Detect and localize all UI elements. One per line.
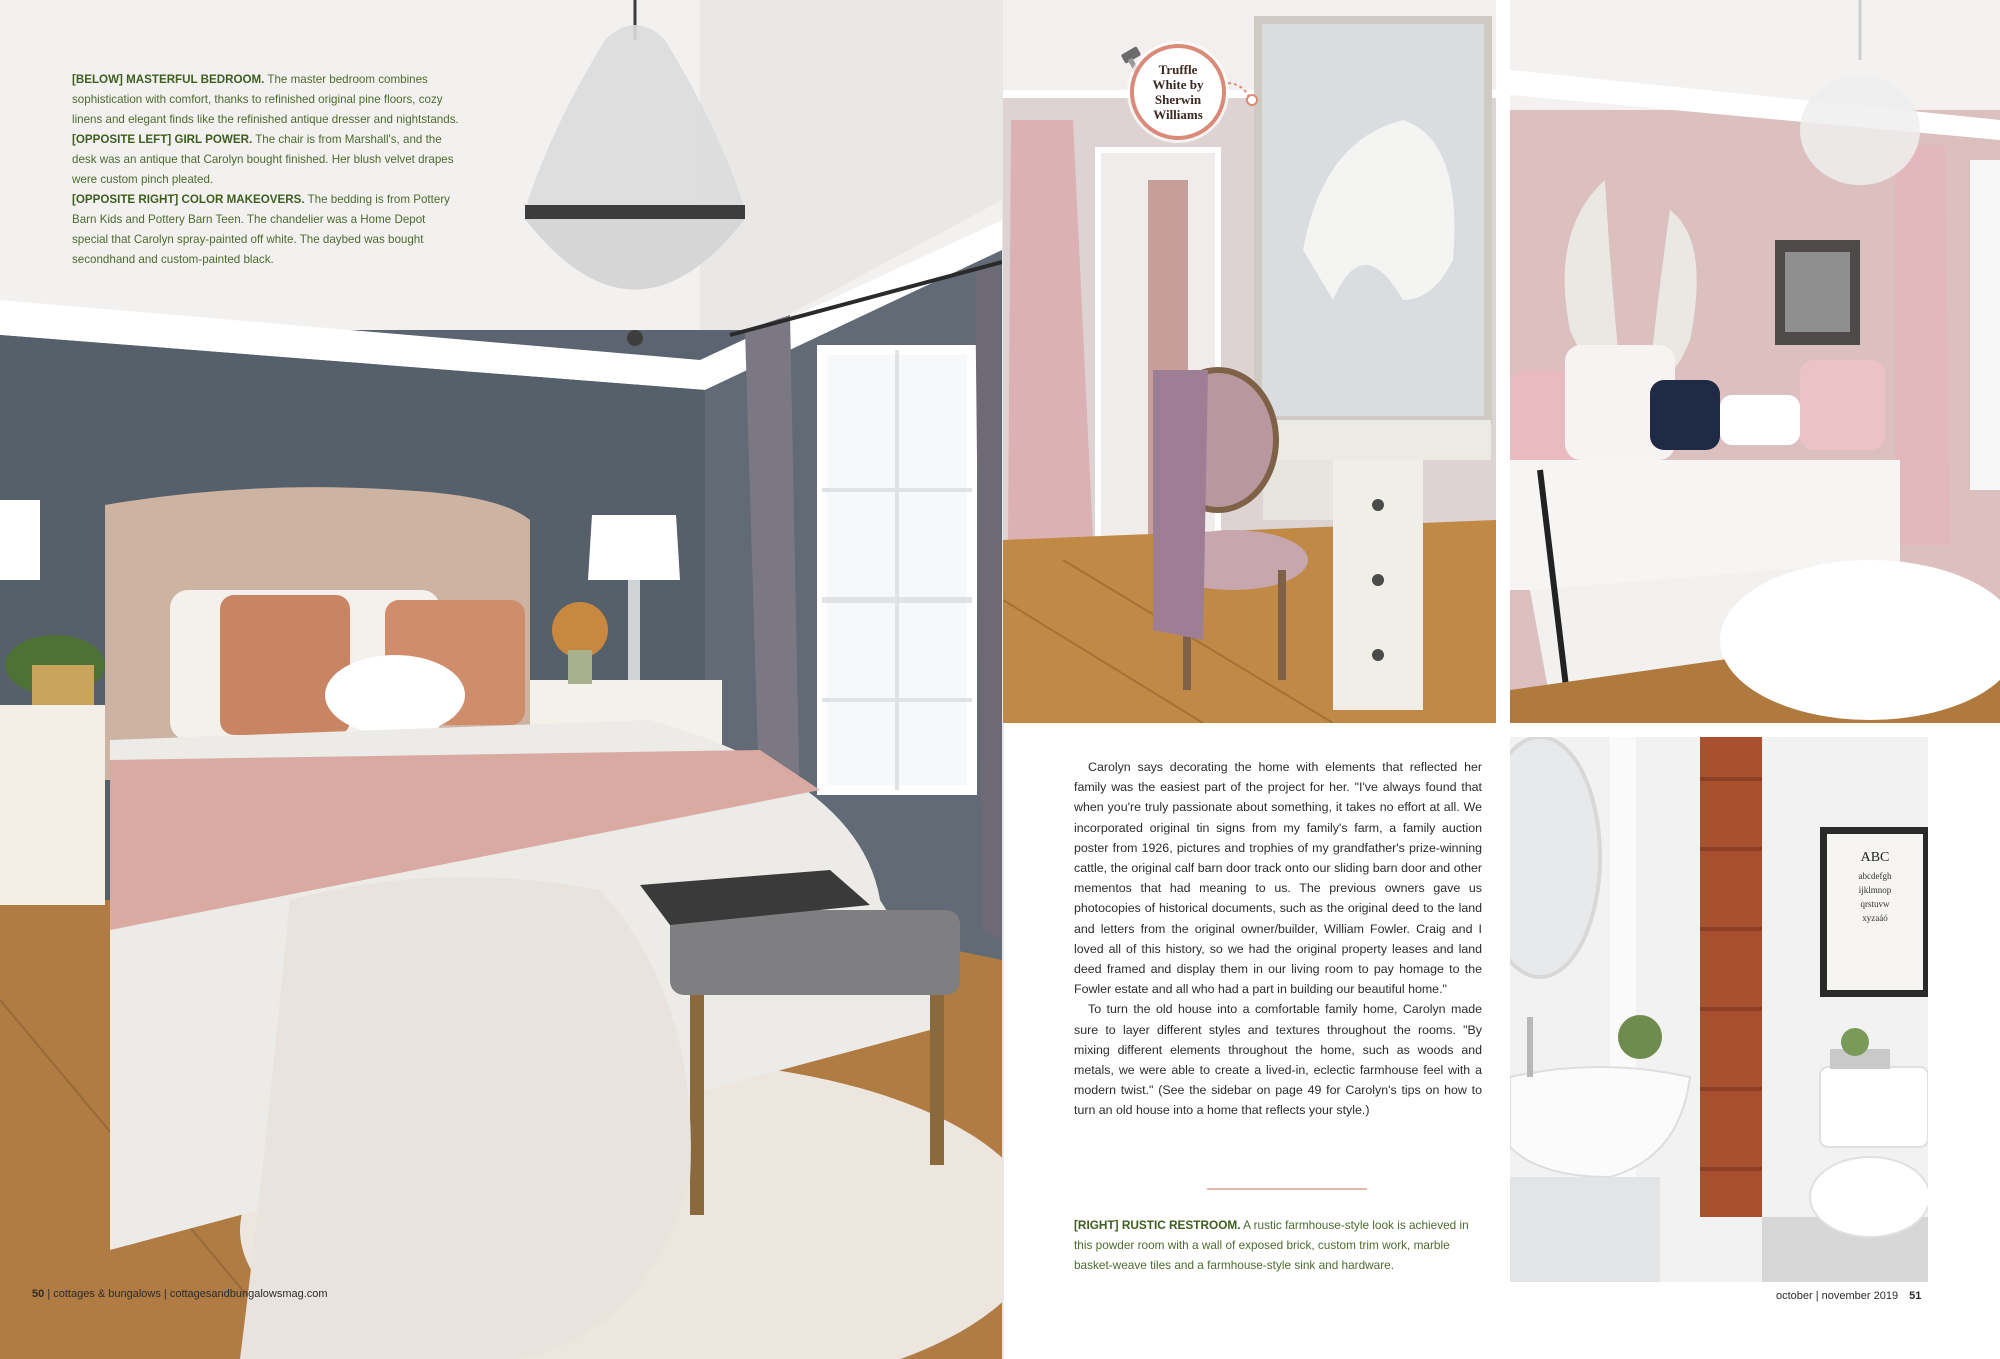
badge-line-2: White by [1152,77,1204,92]
caption-tag: [BELOW] [72,73,123,86]
caption-heading: GIRL POWER. [174,133,253,146]
caption-text: The bedding is from Pottery Barn Kids and Pottery Barn Teen. The chandelier was a Home Depot special that Carolyn spray-painted off white. The daybed was bought secondhand and custom-painted black. [72,193,450,266]
left-folio-text: | cottages & bungalows | cottagesandbungalowsmag.com [47,1288,328,1300]
rustic-restroom-photo [1510,737,1928,1282]
caption-masterful-bedroom [72,70,462,130]
eye-chart-line-2: abcdefgh [1858,871,1892,881]
eye-chart-line-4: qrstuvw [1860,899,1890,909]
badge-pointer-icon [1220,78,1260,108]
eye-chart-line-5: xyzaáó [1862,913,1888,923]
article-paragraph-1: Carolyn says decorating the home with elements that reflected her family was the easiest part of the project for her. "I've always found that when you're truly passionate about something, it takes no effort at all. We incorporated original tin signs from my family's farm, a family auction poster from 1926, pictures and trophies of my grandfather's prize-winning cattle, the original calf barn door track onto our sliding barn door and other mementos that had meaning to us. The previous owners gave us photocopies of historical documents, such as the original deed to the land and letters from the original owner/builder, William Fowler. Craig and I loved all of this history, so we had the original property leases and land deed framed and display them in our living room to pay homage to the Fowler estate and all who had a part in building our beautiful home." [1074,760,1482,997]
caption-tag: [OPPOSITE RIGHT] [72,193,179,206]
caption-heading: COLOR MAKEOVERS. [181,193,305,206]
article-paragraph-2: To turn the old house into a comfortable family home, Carolyn made sure to layer different styles and textures throughout the rooms. "By mixing different elements throughout the home, such as woods and metals, we were able to create a lived-in, eclectic farmhouse feel with a modern twist." (See the sidebar on page 49 for Carolyn's tips on how to turn an old house into a home that reflects your style.) [1074,1002,1482,1118]
badge-line-1: Truffle [1158,62,1198,77]
right-page-number: 51 [1909,1290,1922,1302]
badge-line-4: Williams [1153,107,1203,122]
caption-text: The chair is from Marshall's, and the desk was an antique that Carolyn bought finished. Her blush velvet drapes were custom pinch pleated. [72,133,454,186]
caption-text: The master bedroom combines sophistication with comfort, thanks to refinished original pine floors, cozy linens and elegant finds like the refinished antique dresser and nightstands. [72,73,459,126]
caption-heading: MASTERFUL BEDROOM. [126,73,265,86]
caption-tag: [RIGHT] [1074,1218,1119,1232]
right-page-folio [1776,1290,1921,1302]
caption-heading: RUSTIC RESTROOM. [1121,1218,1241,1232]
left-photo-caption [72,70,462,270]
caption-color-makeovers [72,190,462,270]
section-divider [1207,1188,1367,1190]
left-page-number: 50 [32,1288,45,1300]
caption-tag: [OPPOSITE LEFT] [72,133,172,146]
caption-girl-power [72,130,462,190]
eye-chart-line-1: ABC [1860,850,1890,865]
restroom-caption [1074,1215,1482,1275]
right-folio-text: october | november 2019 [1776,1290,1899,1302]
left-page-folio [32,1288,328,1300]
color-makeovers-daybed-photo [1510,0,2000,723]
caption-text: A rustic farmhouse-style look is achieved in this powder room with a wall of exposed brick, custom trim work, marble basket-weave tiles and a farmhouse-style sink and hardware. [1074,1218,1469,1272]
restroom-illustration [1510,737,1928,1282]
girl-power-desk-photo [1003,0,1496,723]
desk-room-illustration [1003,0,1496,723]
article-body [1074,757,1482,1121]
paint-color-badge [1130,44,1226,140]
eye-chart-line-3: ijklmnop [1858,885,1892,895]
daybed-room-illustration [1510,0,2000,723]
badge-line-3: Sherwin [1154,92,1202,107]
